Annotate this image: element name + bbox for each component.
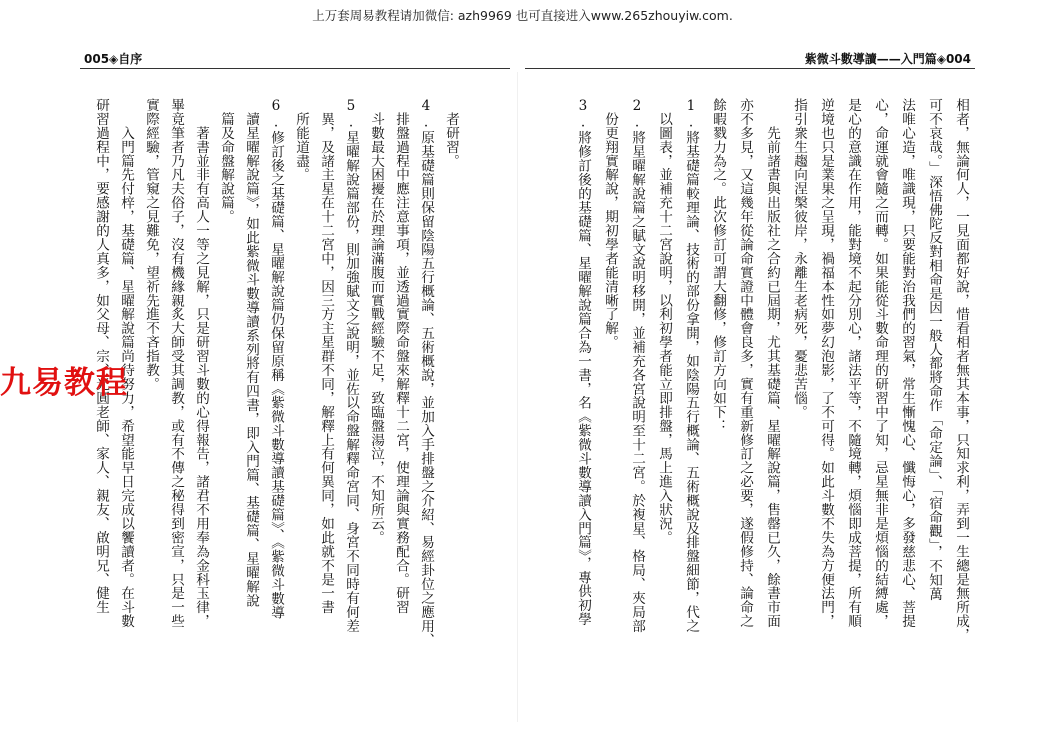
text-column: 亦不多見，又這幾年從論命實證中體會良多，實有重新修訂之必要，遂假修持、論命之 (737, 98, 753, 629)
text-column: 畢竟筆者乃凡夫俗子，沒有機緣親炙大師受其調教，或有不傳之秘得到密宣，只是一些 (168, 98, 184, 629)
text-column: 3.將修訂後的基礎篇、星曜解說篇合為一書，名《紫微斗數導讀入門篇》，專供初學 (575, 98, 591, 627)
text-column: 5.星曜解說篇部份，則加強賦文之說明，並佐以命盤解釋命宮同、身宮不同時有何差 (343, 98, 359, 633)
header-rule-left (80, 68, 510, 69)
text-column: 讀星曜解說篇》，如此紫微斗數導讀系列將有四書，即入門篇、基礎篇、星曜解說 (243, 98, 259, 608)
page-gutter (517, 72, 518, 722)
text-column: 6.修訂後之基礎篇、星曜解說篇仍保留原稱《紫微斗數導讀基礎篇》、《紫微斗數導 (268, 98, 284, 620)
text-column: 可不哀哉。」深悟佛陀反對相命是因一般人都將命作「命定論」、「宿命觀」，不知萬 (926, 98, 942, 601)
text-column: 相者，無論何人，一見面都好說，惜看相者無其本事，只知求利，弄到一生總是無所成， (953, 98, 969, 643)
page-header-left: 005◈自序 (84, 52, 143, 66)
text-column: 法唯心造，唯識現，只要能對治我們的習氣，常生慚愧心、懺悔心，多發慈悲心、菩提 (899, 98, 915, 629)
text-column: 以圖表，並補充十二宮說明，以利初學者能立即排盤，馬上進入狀況。 (656, 98, 672, 545)
text-column: 4.原基礎篇則保留陰陽五行概論、五術概說，並加入手排盤之介紹、易經卦位之應用、 (418, 98, 434, 647)
text-column: 餘暇戮力為之。此次修訂可謂大翻修，修訂方向如下： (710, 98, 726, 433)
text-column: 斗數最大困擾在於理論滿腹而實戰經驗不足，致臨盤湯泣，不知所云。 (368, 98, 384, 545)
header-rule-right (525, 68, 975, 69)
text-column: 心，命運就會隨之而轉。如果能從斗數命理的研習中了知，忌星無非是煩惱的結縛處， (872, 98, 888, 629)
text-column: 所能道盡。 (293, 98, 309, 182)
text-column: 份更翔實解說，期初學者能清晰了解。 (602, 98, 618, 350)
text-column: 先前諸書與出版社之合約已屆期，尤其基礎篇、星曜解說篇，售罄已久，餘書市面 (764, 98, 780, 629)
text-column: 是心的意識在作用，能對境不起分別心，諸法平等，不隨境轉，煩惱即成菩提，所有順 (845, 98, 861, 629)
text-column: 排盤過程中應注意事項，並透過實際命盤來解釋十二宮，使理論與實務配合。研習 (393, 98, 409, 615)
page-header-right: 紫微斗數導讀——入門篇◈004 (804, 52, 971, 66)
text-column: 入門篇先付梓，基礎篇、星曜解說篇尚待努力，希望能早日完成以饗讀者。在斗數 (118, 98, 134, 629)
text-column: 者研習。 (443, 98, 459, 168)
text-column: 實際經驗，管窺之見難免，望祈先進不吝指教。 (143, 98, 159, 391)
text-column: 研習過程中，要感謝的人真多，如父母、宗、光圓老師、家人、親友、啟明兄、健生 (93, 98, 109, 615)
text-column: 指引衆生趨向涅槃彼岸，永離生老病死，憂悲苦惱。 (791, 98, 807, 419)
red-watermark-text: 九易教程 (0, 365, 128, 401)
text-column: 1.將基礎篇較理論、技術的部份拿開，如陰陽五行概論、五術概說及排盤細節，代之 (683, 98, 699, 633)
text-column: 異，及諸主星在十二宮中，因三方主星群不同，解釋上有何異同，如此就不是一書 (318, 98, 334, 615)
download-banner: 上万套周易教程请加微信: azh9969 也可直接进入www.265zhouyiw.com. (312, 8, 733, 23)
text-column: 逆境也只是業果之呈現，禍福本性如夢幻泡影，了不可得。如此斗數不失為方便法門， (818, 98, 834, 629)
text-column: 著書並非有高人一等之見解，只是研習斗數的心得報告，諸君不用奉為金科玉律， (193, 98, 209, 629)
text-column: 篇及命盤解說篇。 (218, 98, 234, 224)
text-column: 2.將星曜解說篇之賦文說明移開，並補充各宮說明至十二宮。於複星、格局、夾局部 (629, 98, 645, 633)
